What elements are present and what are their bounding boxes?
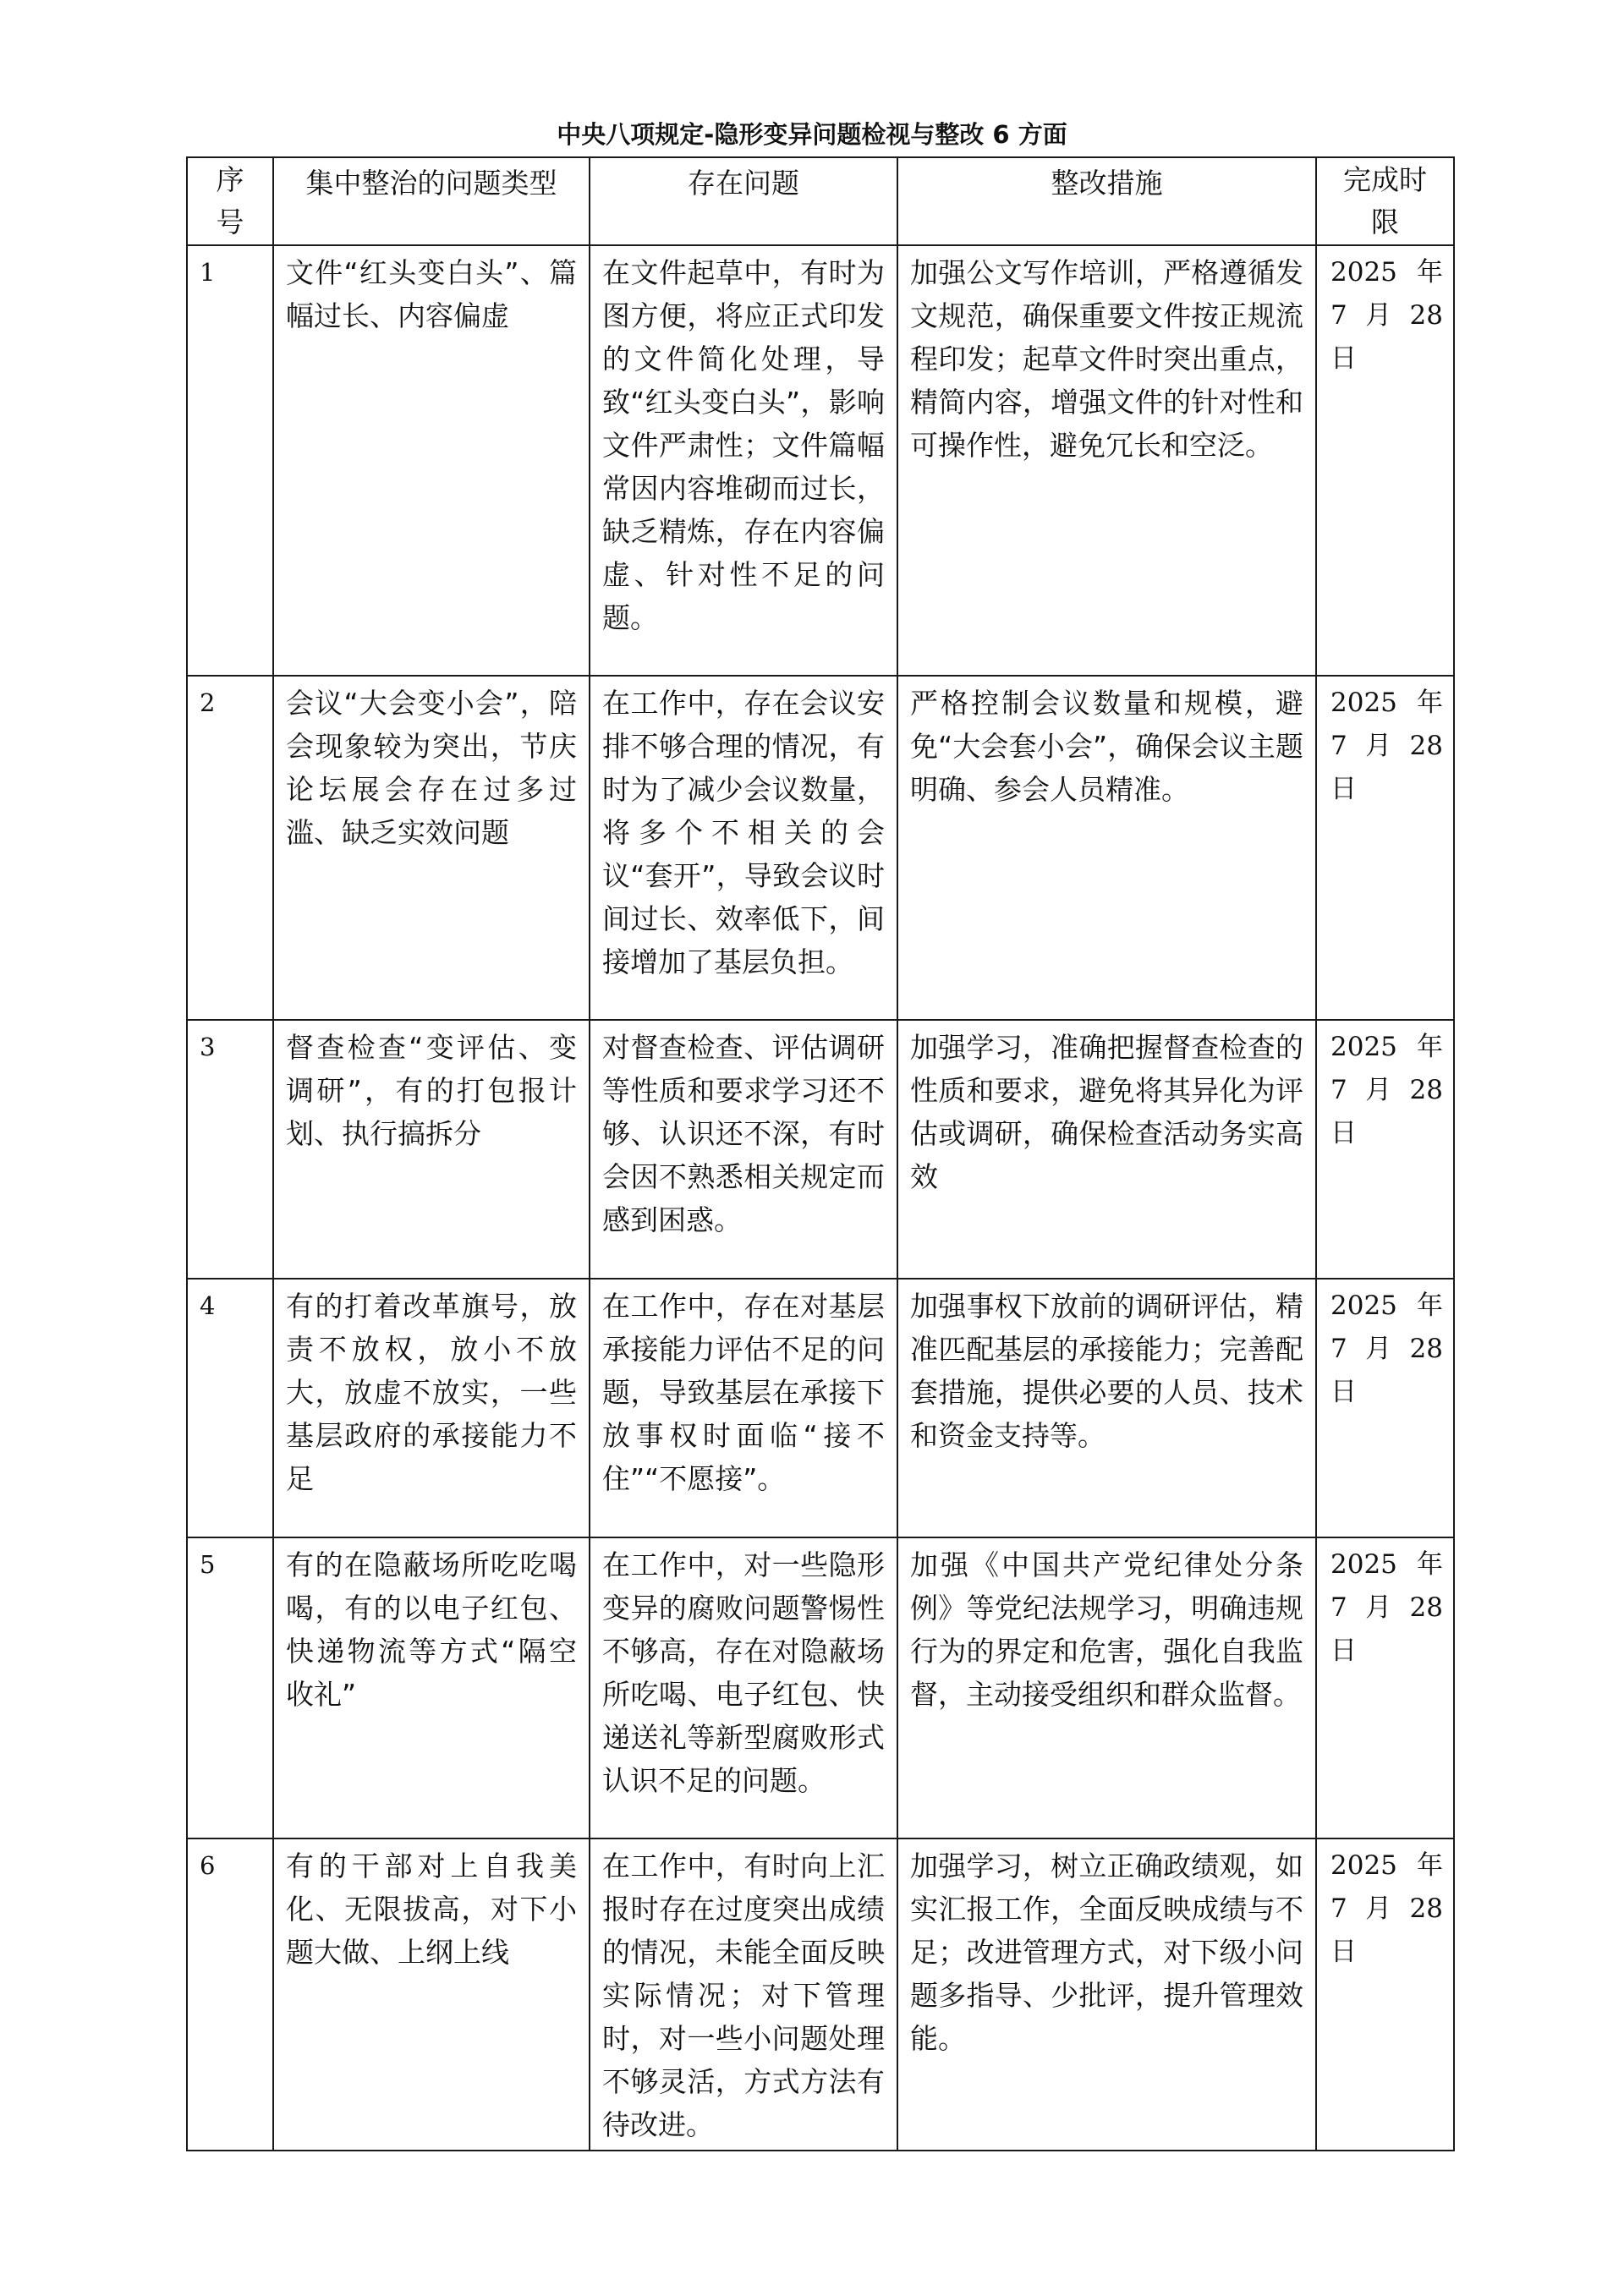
deadline-month-unit: 月 bbox=[1365, 731, 1392, 761]
row-deadline bbox=[1316, 676, 1454, 1020]
table-row bbox=[187, 676, 1454, 1020]
row-deadline bbox=[1316, 1537, 1454, 1838]
row-existing-problem: 对督查检查、评估调研等性质和要求学习还不够、认识还不深，有时会因不熟悉相关规定而感到困惑。 bbox=[590, 1020, 897, 1279]
deadline-month: 7 bbox=[1330, 1075, 1347, 1105]
row-problem-type: 文件“红头变白头”、篇幅过长、内容偏虚 bbox=[273, 245, 590, 676]
row-problem-type: 会议“大会变小会”，陪会现象较为突出，节庆论坛展会存在过多过滥、缺乏实效问题 bbox=[273, 676, 590, 1020]
table-row bbox=[187, 245, 1454, 676]
table-row bbox=[187, 1537, 1454, 1838]
deadline-month-unit: 月 bbox=[1365, 1075, 1392, 1105]
deadline-day: 28 bbox=[1409, 300, 1443, 331]
row-existing-problem: 在工作中，对一些隐形变异的腐败问题警惕性不够高，存在对隐蔽场所吃喝、电子红包、快递送礼等新型腐败形式认识不足的问题。 bbox=[590, 1537, 897, 1838]
row-problem-type: 有的在隐蔽场所吃吃喝喝，有的以电子红包、快递物流等方式“隔空收礼” bbox=[273, 1537, 590, 1838]
table-row bbox=[187, 1838, 1454, 2151]
deadline-day-unit: 日 bbox=[1330, 1118, 1357, 1148]
deadline-year: 2025 bbox=[1330, 688, 1397, 718]
row-index: 3 bbox=[187, 1020, 273, 1279]
row-index: 4 bbox=[187, 1279, 273, 1537]
deadline-day: 28 bbox=[1409, 1334, 1443, 1364]
deadline-year-unit: 年 bbox=[1417, 1549, 1443, 1580]
deadline-year-unit: 年 bbox=[1417, 1290, 1443, 1321]
deadline-month-unit: 月 bbox=[1365, 1893, 1392, 1924]
row-existing-problem: 在工作中，有时向上汇报时存在过度突出成绩的情况，未能全面反映实际情况；对下管理时，对一些小问题处理不够灵活，方式方法有待改进。 bbox=[590, 1838, 897, 2151]
deadline-year: 2025 bbox=[1330, 257, 1397, 288]
row-existing-problem: 在工作中，存在会议安排不够合理的情况，有时为了减少会议数量，将多个不相关的会议“套开”，导致会议时间过长、效率低下，间接增加了基层负担。 bbox=[590, 676, 897, 1020]
row-deadline bbox=[1316, 1279, 1454, 1537]
header-problem-type: 集中整治的问题类型 bbox=[273, 157, 590, 245]
deadline-day-unit: 日 bbox=[1330, 774, 1357, 804]
deadline-year-unit: 年 bbox=[1417, 257, 1443, 288]
deadline-day-unit: 日 bbox=[1330, 1937, 1357, 1967]
row-deadline bbox=[1316, 245, 1454, 676]
row-index: 1 bbox=[187, 245, 273, 676]
row-measures: 加强公文写作培训，严格遵循发文规范，确保重要文件按正规流程印发；起草文件时突出重点，精简内容，增强文件的针对性和可操作性，避免冗长和空泛。 bbox=[897, 245, 1316, 676]
deadline-year-unit: 年 bbox=[1417, 1032, 1443, 1062]
row-existing-problem: 在工作中，存在对基层承接能力评估不足的问题，导致基层在承接下放事权时面临“接不住”“不愿接”。 bbox=[590, 1279, 897, 1537]
deadline-year: 2025 bbox=[1330, 1850, 1397, 1881]
deadline-month-unit: 月 bbox=[1365, 300, 1392, 331]
header-deadline: 完成时限 bbox=[1316, 157, 1454, 245]
deadline-day: 28 bbox=[1409, 1075, 1443, 1105]
deadline-year: 2025 bbox=[1330, 1032, 1397, 1062]
row-measures: 加强学习，树立正确政绩观，如实汇报工作，全面反映成绩与不足；改进管理方式，对下级小问题多指导、少批评，提升管理效能。 bbox=[897, 1838, 1316, 2151]
header-existing-problem: 存在问题 bbox=[590, 157, 897, 245]
deadline-month: 7 bbox=[1330, 1592, 1347, 1623]
row-measures: 加强事权下放前的调研评估，精准匹配基层的承接能力；完善配套措施，提供必要的人员、技术和资金支持等。 bbox=[897, 1279, 1316, 1537]
row-index: 5 bbox=[187, 1537, 273, 1838]
row-measures: 加强《中国共产党纪律处分条例》等党纪法规学习，明确违规行为的界定和危害，强化自我监督，主动接受组织和群众监督。 bbox=[897, 1537, 1316, 1838]
deadline-month-unit: 月 bbox=[1365, 1334, 1392, 1364]
deadline-year: 2025 bbox=[1330, 1549, 1397, 1580]
row-problem-type: 有的干部对上自我美化、无限拔高，对下小题大做、上纲上线 bbox=[273, 1838, 590, 2151]
row-index: 6 bbox=[187, 1838, 273, 2151]
row-measures: 加强学习，准确把握督查检查的性质和要求，避免将其异化为评估或调研，确保检查活动务实高效 bbox=[897, 1020, 1316, 1279]
deadline-month: 7 bbox=[1330, 300, 1347, 331]
deadline-day-unit: 日 bbox=[1330, 1636, 1357, 1666]
row-existing-problem: 在文件起草中，有时为图方便，将应正式印发的文件简化处理，导致“红头变白头”，影响文件严肃性；文件篇幅常因内容堆砌而过长，缺乏精炼，存在内容偏虚、针对性不足的问题。 bbox=[590, 245, 897, 676]
deadline-day: 28 bbox=[1409, 731, 1443, 761]
table-row bbox=[187, 1020, 1454, 1279]
deadline-year: 2025 bbox=[1330, 1290, 1397, 1321]
header-index: 序号 bbox=[187, 157, 273, 245]
deadline-month-unit: 月 bbox=[1365, 1592, 1392, 1623]
row-deadline bbox=[1316, 1838, 1454, 2151]
deadline-month: 7 bbox=[1330, 731, 1347, 761]
deadline-day-unit: 日 bbox=[1330, 1377, 1357, 1407]
table-header-row bbox=[187, 157, 1454, 245]
deadline-month: 7 bbox=[1330, 1334, 1347, 1364]
rectification-table bbox=[186, 156, 1455, 2151]
row-measures: 严格控制会议数量和规模，避免“大会套小会”，确保会议主题明确、参会人员精准。 bbox=[897, 676, 1316, 1020]
deadline-month: 7 bbox=[1330, 1893, 1347, 1924]
deadline-year-unit: 年 bbox=[1417, 688, 1443, 718]
header-measures: 整改措施 bbox=[897, 157, 1316, 245]
page-title: 中央八项规定-隐形变异问题检视与整改 6 方面 bbox=[557, 120, 1067, 149]
row-index: 2 bbox=[187, 676, 273, 1020]
deadline-year-unit: 年 bbox=[1417, 1850, 1443, 1881]
row-deadline bbox=[1316, 1020, 1454, 1279]
deadline-day: 28 bbox=[1409, 1893, 1443, 1924]
deadline-day: 28 bbox=[1409, 1592, 1443, 1623]
deadline-day-unit: 日 bbox=[1330, 343, 1357, 374]
row-problem-type: 有的打着改革旗号，放责不放权，放小不放大，放虚不放实，一些基层政府的承接能力不足 bbox=[273, 1279, 590, 1537]
table-row bbox=[187, 1279, 1454, 1537]
row-problem-type: 督查检查“变评估、变调研”，有的打包报计划、执行搞拆分 bbox=[273, 1020, 590, 1279]
